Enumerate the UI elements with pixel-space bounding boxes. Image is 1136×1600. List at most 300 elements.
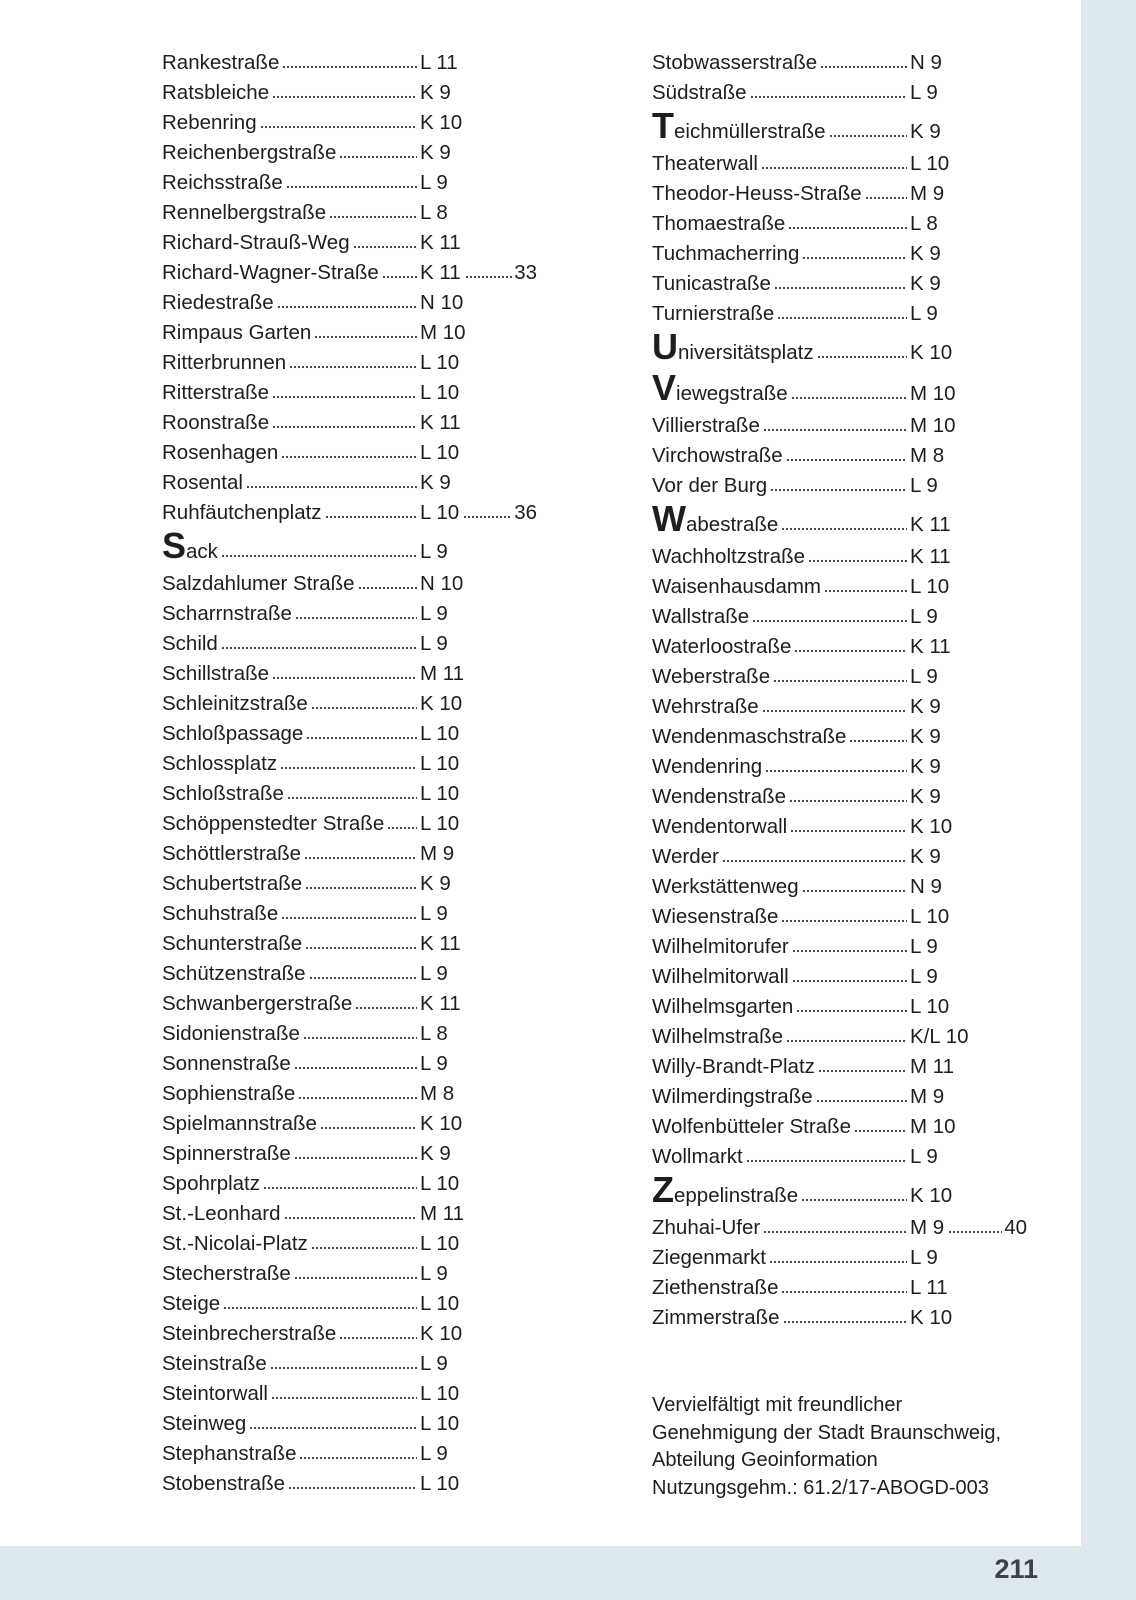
grid-reference: K 9	[910, 120, 941, 143]
grid-reference: K 10	[420, 1322, 463, 1345]
leader-dots	[287, 796, 417, 800]
street-name-text: Theaterwall	[652, 152, 758, 175]
street-name	[652, 1303, 780, 1333]
index-entry	[652, 1169, 1072, 1213]
street-name	[652, 498, 779, 545]
leader-dots	[765, 769, 907, 773]
leader-dots	[854, 1129, 907, 1133]
street-name	[652, 722, 846, 752]
street-name-text: Vor der Burg	[652, 474, 768, 497]
street-name	[652, 842, 719, 872]
grid-reference: K 10	[420, 111, 463, 134]
street-name-text: Stecherstraße	[162, 1262, 291, 1285]
leader-dots	[299, 1456, 417, 1460]
grid-reference: L 10	[420, 501, 460, 524]
index-entry	[652, 962, 1072, 992]
grid-reference: K 10	[910, 341, 953, 364]
street-name-text: Schöppenstedter Straße	[162, 812, 385, 835]
street-name	[162, 378, 269, 408]
leader-dots	[788, 226, 907, 230]
page-reference: 40	[1004, 1216, 1027, 1239]
leader-dots	[325, 515, 417, 519]
grid-reference: K 9	[910, 755, 941, 778]
leader-dots	[796, 1009, 907, 1013]
street-name	[652, 992, 793, 1022]
index-entry	[162, 1139, 582, 1169]
street-name	[652, 812, 787, 842]
street-name	[162, 1409, 246, 1439]
street-name-text: Roonstraße	[162, 411, 270, 434]
grid-reference: K 11	[910, 635, 951, 658]
leader-dots	[304, 856, 417, 860]
index-entry	[162, 318, 582, 348]
leader-dots	[746, 1159, 907, 1163]
leader-dots	[272, 95, 417, 99]
street-name	[162, 48, 279, 78]
leader-dots	[355, 1006, 417, 1010]
street-name	[162, 1379, 268, 1409]
leader-dots	[763, 1230, 907, 1234]
street-name-text: Willy-Brandt-Platz	[652, 1055, 815, 1078]
street-name	[652, 1273, 778, 1303]
street-name-text: Zimmerstraße	[652, 1306, 780, 1329]
street-name	[652, 441, 783, 471]
street-name	[162, 1439, 296, 1469]
index-entry	[162, 1409, 582, 1439]
street-name-text: abestraße	[685, 513, 779, 536]
grid-reference: L 11	[420, 51, 458, 74]
credit-line: Vervielfältigt mit freundlicher	[652, 1394, 903, 1416]
index-entry	[652, 1273, 1072, 1303]
index-entry	[652, 602, 1072, 632]
index-entry	[652, 1142, 1072, 1172]
index-entry	[652, 572, 1072, 602]
grid-reference: K 10	[910, 815, 953, 838]
index-entry	[652, 1243, 1072, 1273]
street-name-text: Tuchmacherring	[652, 242, 800, 265]
leader-dots	[817, 355, 907, 359]
grid-reference: M 11	[910, 1055, 955, 1078]
leader-dots	[320, 1126, 417, 1130]
leader-dots	[353, 245, 417, 249]
street-name	[652, 632, 791, 662]
leader-dots	[750, 95, 907, 99]
street-name	[162, 348, 286, 378]
credit-line: Nutzungsgehm.: 61.2/17-ABOGD-003	[652, 1476, 989, 1499]
letter-initial: U	[652, 326, 678, 367]
grid-reference: L 9	[420, 540, 448, 563]
index-entry	[162, 1379, 582, 1409]
letter-initial: W	[652, 498, 686, 539]
leader-dots	[752, 619, 907, 623]
street-name	[652, 752, 762, 782]
index-entry	[652, 326, 1072, 370]
leader-dots	[761, 166, 907, 170]
street-name-text: Schubertstraße	[162, 872, 303, 895]
street-name-text: Wilhelmitorufer	[652, 935, 789, 958]
grid-reference: L 10	[420, 812, 460, 835]
street-name	[652, 872, 799, 902]
street-name	[652, 269, 771, 299]
street-name	[652, 367, 788, 414]
index-entry	[652, 239, 1072, 269]
leader-dots	[774, 286, 907, 290]
index-entry	[162, 1439, 582, 1469]
leader-dots	[281, 916, 417, 920]
street-name	[652, 1052, 815, 1082]
grid-reference: K 9	[910, 785, 941, 808]
street-name-text: Richard-Wagner-Straße	[162, 261, 379, 284]
street-name	[652, 411, 760, 441]
street-name	[652, 149, 758, 179]
grid-reference: L 10	[420, 1232, 460, 1255]
page-reference: 36	[514, 501, 537, 524]
grid-reference: K 9	[910, 272, 941, 295]
index-entry	[652, 752, 1072, 782]
street-name-text: Wilhelmsgarten	[652, 995, 794, 1018]
leader-dots	[786, 1039, 907, 1043]
leader-dots	[792, 979, 907, 983]
index-entry	[652, 692, 1072, 722]
leader-dots	[789, 799, 907, 803]
street-name-text: Wendenring	[652, 755, 763, 778]
leader-dots	[791, 396, 907, 400]
street-name	[162, 839, 301, 869]
leader-dots	[309, 976, 417, 980]
street-name-text: Stobenstraße	[162, 1472, 286, 1495]
grid-reference: L 10	[910, 995, 950, 1018]
letter-initial: Z	[652, 1169, 674, 1210]
leader-dots	[294, 1276, 417, 1280]
index-entry	[652, 48, 1072, 78]
index-entry	[652, 542, 1072, 572]
leader-dots	[790, 829, 907, 833]
grid-reference: L 10	[910, 152, 950, 175]
street-name	[162, 1049, 291, 1079]
grid-reference: K 9	[420, 471, 451, 494]
leader-dots	[794, 649, 907, 653]
street-name	[652, 1142, 743, 1172]
grid-reference: M 9	[910, 1216, 945, 1239]
index-entry	[162, 1469, 582, 1499]
grid-reference: L 9	[910, 1246, 938, 1269]
street-name	[652, 1169, 799, 1216]
street-name	[162, 1349, 267, 1379]
street-name-text: Wilhelmstraße	[652, 1025, 783, 1048]
street-name-text: Thomaestraße	[652, 212, 786, 235]
street-name	[162, 989, 352, 1019]
index-entry	[652, 105, 1072, 149]
street-name-text: Rosental	[162, 471, 243, 494]
index-entry	[162, 869, 582, 899]
page-leader-dots	[948, 1230, 1002, 1234]
index-entry	[162, 1199, 582, 1229]
grid-reference: L 10	[420, 1172, 460, 1195]
leader-dots	[339, 155, 417, 159]
grid-reference: M 9	[910, 1085, 945, 1108]
street-name-text: Steintorwall	[162, 1382, 268, 1405]
leader-dots	[271, 1396, 417, 1400]
leader-dots	[769, 1260, 907, 1264]
street-name	[652, 932, 789, 962]
letter-initial: S	[162, 525, 187, 566]
street-name	[162, 438, 278, 468]
leader-dots	[272, 425, 417, 429]
grid-reference: K 11	[420, 992, 461, 1015]
index-entry	[162, 168, 582, 198]
grid-reference: K 9	[420, 872, 451, 895]
grid-reference: K 9	[910, 695, 941, 718]
side-margin-band	[1081, 0, 1136, 1600]
leader-dots	[303, 1036, 417, 1040]
leader-dots	[783, 1320, 907, 1324]
leader-dots	[762, 709, 907, 713]
street-name-text: Tunicastraße	[652, 272, 771, 295]
grid-reference: N 9	[910, 875, 942, 898]
leader-dots	[387, 826, 417, 830]
index-entry	[162, 689, 582, 719]
grid-reference: L 9	[910, 302, 938, 325]
street-name-text: Ritterbrunnen	[162, 351, 287, 374]
index-entry	[162, 378, 582, 408]
leader-dots	[777, 316, 907, 320]
street-name	[162, 1229, 308, 1259]
street-name	[652, 602, 749, 632]
street-name	[652, 1213, 760, 1243]
index-entry	[652, 179, 1072, 209]
leader-dots	[272, 395, 417, 399]
index-entry	[162, 408, 582, 438]
grid-reference: L 10	[910, 575, 950, 598]
street-name	[652, 239, 799, 269]
grid-reference: K 9	[910, 725, 941, 748]
index-entry	[162, 468, 582, 498]
street-name-text: eichmüllerstraße	[674, 120, 826, 143]
grid-reference: K 11	[910, 545, 951, 568]
grid-reference: L 9	[910, 474, 938, 497]
index-entry	[652, 209, 1072, 239]
grid-reference: L 9	[420, 1262, 448, 1285]
index-entry	[162, 839, 582, 869]
index-entry	[652, 1213, 1072, 1243]
index-entry	[652, 269, 1072, 299]
street-name	[652, 692, 759, 722]
index-entry	[162, 959, 582, 989]
street-name-text: iewegstraße	[676, 382, 788, 405]
street-name	[162, 629, 218, 659]
leader-dots	[311, 1246, 417, 1250]
index-entry	[652, 872, 1072, 902]
street-name	[652, 1082, 813, 1112]
leader-dots	[358, 586, 417, 590]
leader-dots	[289, 365, 417, 369]
grid-reference: N 9	[910, 51, 942, 74]
street-name	[162, 929, 302, 959]
street-name-text: Riedestraße	[162, 291, 274, 314]
street-name-text: Wolfenbütteler Straße	[652, 1115, 852, 1138]
street-name-text: Sophienstraße	[162, 1082, 296, 1105]
street-name-text: Stobwasserstraße	[652, 51, 818, 74]
leader-dots	[829, 134, 907, 138]
leader-dots	[260, 125, 417, 129]
index-entry	[162, 569, 582, 599]
page-leader-dots	[463, 515, 512, 519]
grid-reference: M 10	[910, 414, 956, 437]
leader-dots	[284, 1216, 417, 1220]
grid-reference: K 9	[910, 242, 941, 265]
grid-reference: K 9	[420, 141, 451, 164]
street-name-text: Sonnenstraße	[162, 1052, 291, 1075]
street-name-text: St.-Nicolai-Platz	[162, 1232, 308, 1255]
leader-dots	[786, 458, 907, 462]
grid-reference: K 10	[420, 692, 463, 715]
index-entry	[162, 228, 582, 258]
street-name	[652, 902, 778, 932]
credit-line: Abteilung Geoinformation	[652, 1449, 878, 1471]
street-name-text: Rebenring	[162, 111, 257, 134]
street-name-text: Schlossplatz	[162, 752, 278, 775]
leader-dots	[305, 886, 417, 890]
leader-dots	[294, 1156, 417, 1160]
street-name	[162, 498, 322, 528]
street-name-text: Wachholtzstraße	[652, 545, 806, 568]
index-entry	[162, 749, 582, 779]
grid-reference: L 10	[420, 752, 460, 775]
index-entry	[162, 48, 582, 78]
street-name-text: Virchowstraße	[652, 444, 783, 467]
street-name	[162, 809, 384, 839]
street-name-text: Schloßstraße	[162, 782, 284, 805]
street-name-text: Wendenmaschstraße	[652, 725, 847, 748]
street-name-text: Wallstraße	[652, 605, 750, 628]
street-name-text: Ritterstraße	[162, 381, 270, 404]
index-entry	[652, 1112, 1072, 1142]
index-entry	[162, 348, 582, 378]
street-name	[162, 228, 350, 258]
grid-reference: K 9	[420, 1142, 451, 1165]
leader-dots	[294, 1066, 417, 1070]
street-name-text: St.-Leonhard	[162, 1202, 281, 1225]
grid-reference: M 9	[910, 182, 945, 205]
street-name-text: Südstraße	[652, 81, 747, 104]
index-entry	[162, 78, 582, 108]
grid-reference: L 9	[910, 605, 938, 628]
leader-dots	[277, 305, 417, 309]
index-entry	[162, 1349, 582, 1379]
index-entry	[162, 1169, 582, 1199]
grid-reference: K 11	[910, 513, 951, 536]
street-name-text: Spielmannstraße	[162, 1112, 317, 1135]
street-name-text: Salzdahlumer Straße	[162, 572, 355, 595]
street-name	[652, 1022, 783, 1052]
street-name	[652, 962, 789, 992]
leader-dots	[770, 488, 907, 492]
grid-reference: L 9	[420, 171, 448, 194]
grid-reference: K 11	[420, 932, 461, 955]
grid-reference: K/L 10	[910, 1025, 969, 1048]
street-name	[162, 258, 379, 288]
street-name-text: Reichsstraße	[162, 171, 283, 194]
leader-dots	[280, 766, 417, 770]
street-name	[652, 1243, 766, 1273]
leader-dots	[221, 646, 417, 650]
street-name-text: Schunterstraße	[162, 932, 303, 955]
street-name-text: Wendentorwall	[652, 815, 788, 838]
street-name	[162, 1259, 291, 1289]
footer-band	[0, 1546, 1136, 1600]
index-entry	[162, 599, 582, 629]
street-name-text: Sidonienstraße	[162, 1022, 300, 1045]
street-name	[162, 468, 243, 498]
street-name	[162, 525, 218, 572]
street-name	[652, 471, 767, 501]
leader-dots	[305, 946, 417, 950]
leader-dots	[298, 1096, 417, 1100]
leader-dots	[808, 559, 907, 563]
grid-reference: L 9	[910, 81, 938, 104]
street-name	[162, 1019, 300, 1049]
street-name-text: Schleinitzstraße	[162, 692, 308, 715]
street-name-text: Werkstättenweg	[652, 875, 799, 898]
street-name-text: Zhuhai-Ufer	[652, 1216, 761, 1239]
index-entry	[162, 929, 582, 959]
leader-dots	[311, 706, 417, 710]
street-name-text: niversitätsplatz	[678, 341, 814, 364]
grid-reference: L 9	[910, 1145, 938, 1168]
grid-reference: M 10	[420, 321, 466, 344]
grid-reference: K 11	[420, 411, 461, 434]
index-entry	[652, 842, 1072, 872]
street-name-text: Waterloostraße	[652, 635, 792, 658]
street-name-text: Wilmerdingstraße	[652, 1085, 813, 1108]
index-entry	[652, 1052, 1072, 1082]
street-name-text: Spinnerstraße	[162, 1142, 291, 1165]
index-entry	[162, 138, 582, 168]
grid-reference: L 9	[420, 962, 448, 985]
leader-dots	[339, 1336, 417, 1340]
street-name-text: Schloßpassage	[162, 722, 304, 745]
leader-dots	[820, 65, 907, 69]
grid-reference: L 10	[420, 351, 460, 374]
street-name-text: Rimpaus Garten	[162, 321, 312, 344]
index-entry	[162, 1019, 582, 1049]
leader-dots	[865, 196, 907, 200]
street-name	[652, 1112, 851, 1142]
index-entry	[162, 659, 582, 689]
leader-dots	[281, 455, 417, 459]
grid-reference: L 10	[420, 381, 460, 404]
street-name	[652, 572, 821, 602]
street-name-text: ack	[186, 540, 218, 563]
street-name	[162, 1109, 317, 1139]
leader-dots	[246, 485, 417, 489]
street-name	[162, 168, 283, 198]
grid-reference: L 9	[420, 1352, 448, 1375]
grid-reference: L 9	[420, 602, 448, 625]
street-name-text: Schützenstraße	[162, 962, 306, 985]
grid-reference: L 8	[420, 201, 448, 224]
index-entry	[652, 411, 1072, 441]
street-name-text: Wiesenstraße	[652, 905, 779, 928]
index-entry	[652, 992, 1072, 1022]
street-name-text: eppelinstraße	[674, 1184, 799, 1207]
leader-dots	[781, 527, 907, 531]
street-name	[162, 689, 308, 719]
leader-dots	[382, 275, 417, 279]
index-entry	[652, 932, 1072, 962]
grid-reference: L 11	[910, 1276, 948, 1299]
street-name	[162, 78, 269, 108]
